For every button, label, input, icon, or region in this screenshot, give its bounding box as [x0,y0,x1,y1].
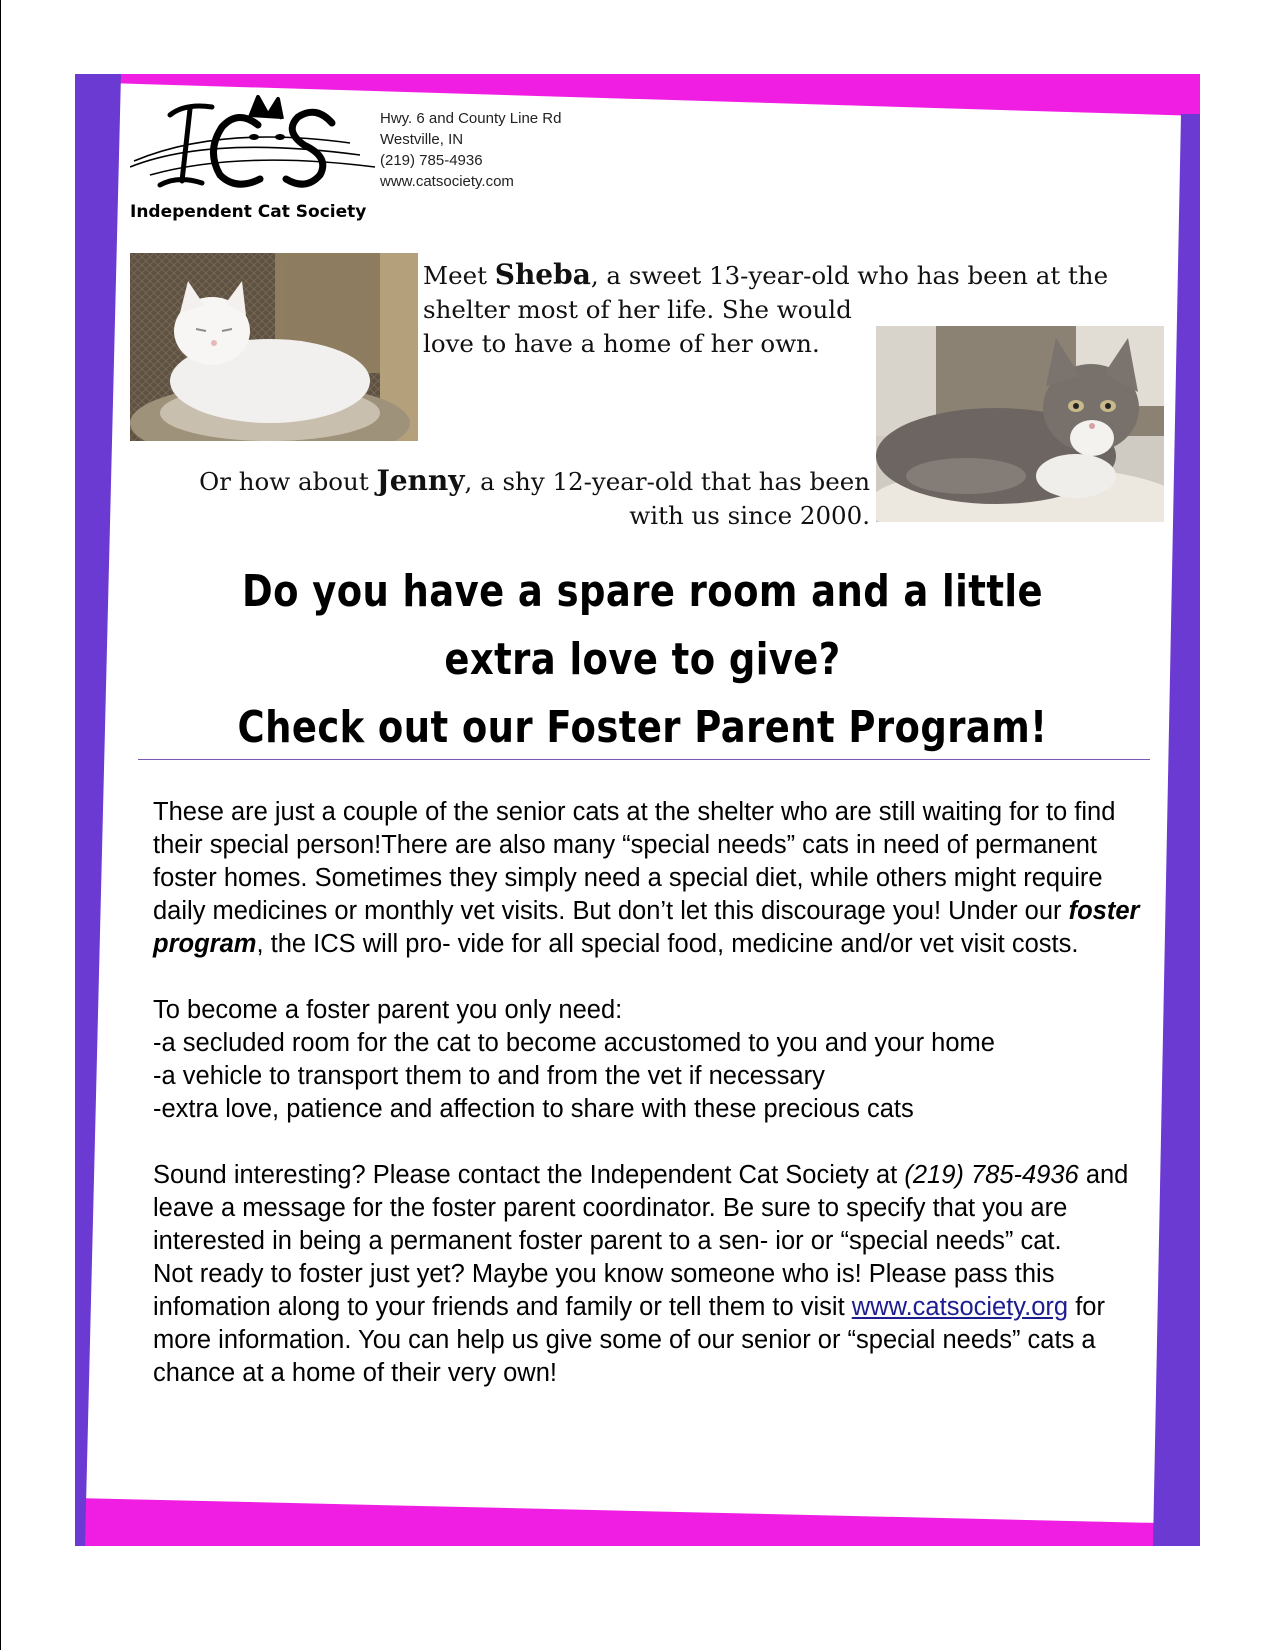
sheba-line-3: love to have a home of her own. [423,329,820,358]
sheba-line-2: shelter most of her life. She would [423,295,852,324]
jenny-intro: Or how about [199,467,377,496]
body-text [153,796,1143,1390]
sheba-photo [130,253,418,441]
sheba-description [423,258,1143,361]
intro-paragraph: These are just a couple of the senior cats at the shelter who are still waiting for to find their special person!There are also many “special needs” cats in need of permanent foster homes. Sometimes they simply need a special diet, while others might require daily medicines or monthly vet visits. But don’t let this discourage you! Under our foster program, the ICS will pro- vide for all special food, medicine and/or vet visit costs. [153,798,1140,958]
foster-program-emphasis: foster program [153,897,1140,958]
contact-info [380,108,562,192]
sheba-intro: Meet [423,261,495,290]
website-url[interactable]: www.catsociety.com [380,173,514,190]
jenny-name: Jenny [376,464,465,497]
address-line-1: Hwy. 6 and County Line Rd [380,110,562,127]
divider-rule [138,759,1150,760]
jenny-line-1: , a shy 12-year-old that has been [464,467,870,496]
headline [212,558,1073,762]
headline-line-1: Do you have a spare room and a little [242,566,1043,617]
headline-line-3: Check out our Foster Parent Program! [237,702,1048,753]
left-purple-band [75,74,121,1546]
phone-number: (219) 785-4936 [380,152,483,169]
jenny-description [150,464,870,533]
address-line-2: Westville, IN [380,131,464,148]
sheba-line-1: , a sweet 13-year-old who has been at the [590,261,1109,290]
ics-logo [130,95,385,235]
cat-logo-icon [130,95,385,235]
contact-phone: (219) 785-4936 [904,1161,1079,1189]
need-item-love: -extra love, patience and affection to share with these precious cats [153,1095,914,1123]
needs-intro: To become a foster parent you only need: [153,996,623,1024]
share-paragraph: Not ready to foster just yet? Maybe you know someone who is! Please pass this infomation along to your friends and family or tell them to visit www.catsociety.org for more information. You can help us give some of our senior or “special needs” cats a chance at a home of their very own! [153,1260,1105,1387]
catsociety-link[interactable]: www.catsociety.org [851,1293,1069,1321]
org-name: Independent Cat Society [130,202,367,222]
contact-paragraph: Sound interesting? Please contact the Independent Cat Society at (219) 785-4936 and leave a message for the foster parent coordinator. Be sure to specify that you are interested in being a permanent foster parent to a sen- ior or “special needs” cat. [153,1161,1129,1255]
headline-line-2: extra love to give? [444,634,841,685]
page-edge [0,0,1,1650]
jenny-line-2: with us since 2000. [629,501,870,530]
sheba-name: Sheba [494,258,591,291]
need-item-vehicle: -a vehicle to transport them to and from the vet if necessary [153,1062,825,1090]
need-item-room: -a secluded room for the cat to become accustomed to you and your home [153,1029,995,1057]
bottom-magenta-band [75,1498,1200,1546]
